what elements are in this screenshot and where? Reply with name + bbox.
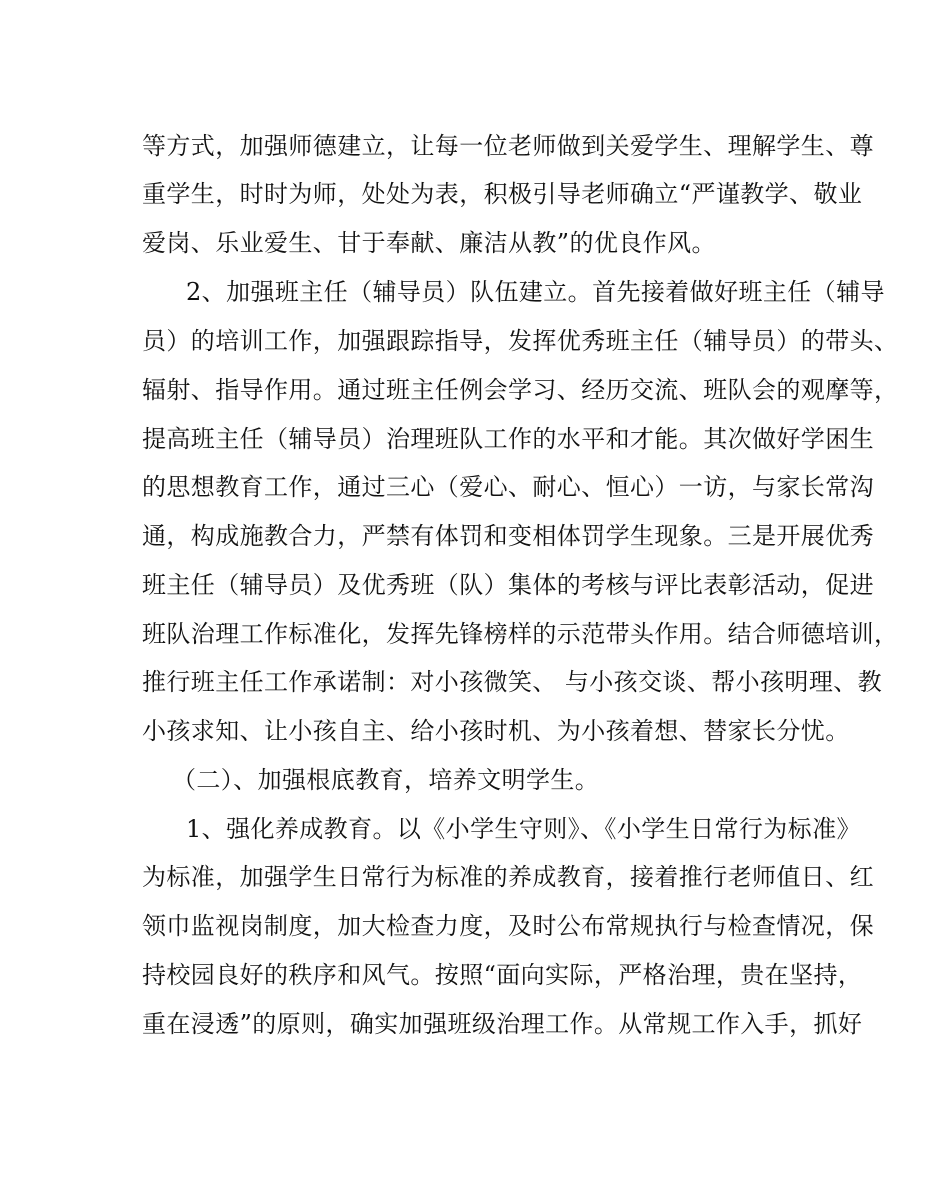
- text-line: 爱岗、乐业爱生、甘于奉献、廉洁从教”的优良作风。: [142, 229, 716, 257]
- text-line: 推行班主任工作承诺制：对小孩微笑、 与小孩交谈、帮小孩明理、教: [142, 668, 883, 696]
- text-line: 通，构成施教合力，严禁有体罚和变相体罚学生现象。三是开展优秀: [142, 522, 874, 550]
- text-line: 重学生，时时为师，处处为表，积极引导老师确立“严谨教学、敬业: [142, 180, 863, 208]
- paragraph-start-line: 1、强化养成教育。以《小学生守则》、《小学生日常行为标准》: [186, 815, 861, 843]
- text-line: 为标准，加强学生日常行为标准的养成教育，接着推行老师值日、红: [142, 863, 874, 891]
- text-line: 提高班主任（辅导员）治理班队工作的水平和才能。其次做好学困生: [142, 425, 874, 453]
- text-line: 员）的培训工作，加强跟踪指导，发挥优秀班主任（辅导员）的带头、: [142, 327, 899, 355]
- text-line: 重在浸透”的原则，确实加强班级治理工作。从常规工作入手，抓好: [142, 1010, 863, 1038]
- text-line: 持校园良好的秩序和风气。按照“面向实际，严格治理，贵在坚持，: [142, 961, 863, 989]
- text-line: 领巾监视岗制度，加大检查力度，及时公布常规执行与检查情况，保: [142, 912, 874, 940]
- text-line: 班队治理工作标准化，发挥先锋榜样的示范带头作用。结合师德培训，: [142, 620, 899, 648]
- paragraph-start-line: 2、加强班主任（辅导员）队伍建立。首先接着做好班主任（辅导: [186, 278, 885, 306]
- text-line: 辐射、指导作用。通过班主任例会学习、经历交流、班队会的观摩等，: [142, 376, 899, 404]
- section-heading: （二）、加强根底教育，培养文明学生。: [172, 766, 600, 794]
- text-line: 等方式，加强师德建立，让每一位老师做到关爱学生、理解学生、尊: [142, 132, 874, 160]
- text-line: 的思想教育工作，通过三心（爱心、耐心、恒心）一访，与家长常沟: [142, 473, 874, 501]
- text-line: 班主任（辅导员）及优秀班（队）集体的考核与评比表彰活动，促进: [142, 571, 874, 599]
- text-line: 小孩求知、让小孩自主、给小孩时机、为小孩着想、替家长分忧。: [142, 717, 850, 745]
